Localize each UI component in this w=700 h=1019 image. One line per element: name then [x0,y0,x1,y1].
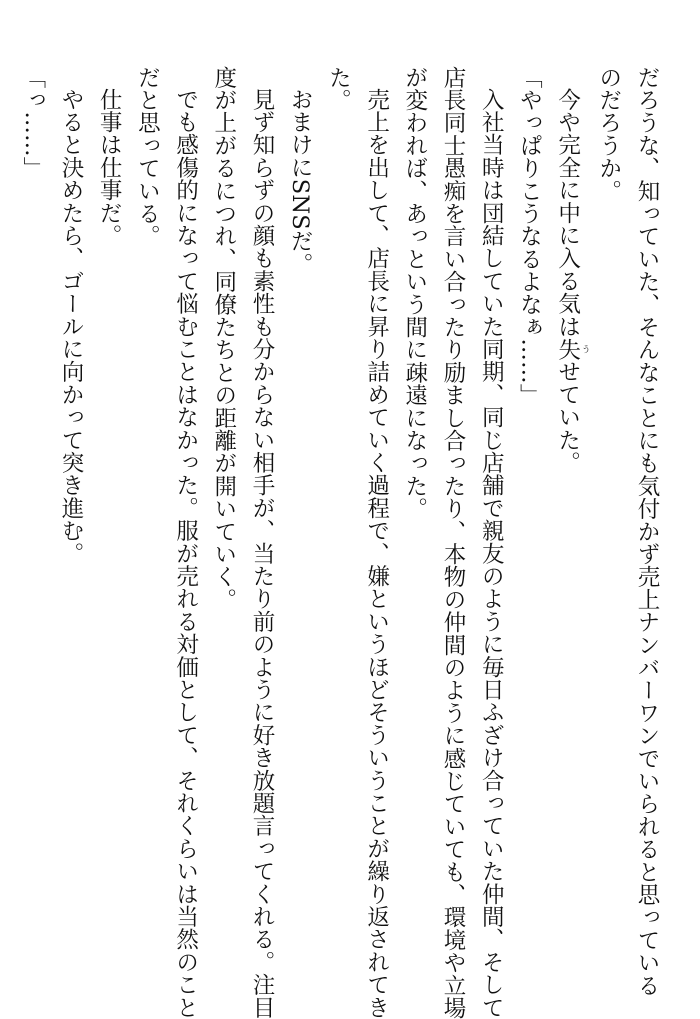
text-line-9: た。 [325,66,352,112]
ruby-reading: う [579,337,590,361]
text-line-3-before: 今や完全に中に入る気は [554,88,581,338]
text-line-8: 売上を出して、店長に昇り詰めていく過程で、嫌というほどそういうことが繰り返されてき [363,88,390,1019]
text-line-15: 仕事は仕事だ。 [96,88,123,247]
vertical-text-body [14,66,666,1019]
ruby-annotation [554,337,590,361]
text-line-14: だと思っている。 [134,66,161,248]
text-line-16: やると決めたら、ゴールに向かって突き進む。 [57,88,84,565]
text-line-11: 見ず知らずの顔も素性も分からない相手が、当たり前のように好き放題言ってくれる。注目 [248,88,275,1019]
text-line-3 [548,66,589,966]
text-line-4: 「やっぱりこうなるよなぁ……」 [516,66,543,407]
text-line-7: が変われば、あっという間に疎遠になった。 [401,66,428,520]
text-line-13: でも感傷的になって悩むことはなかった。服が売れる対価として、それくらいは当然のこと [172,88,199,1019]
ruby-base: 失 [554,337,581,361]
text-line-5: 入社当時は団結していた同期、同じ店舗で親友のように毎日ふざけ合っていた仲間、そして [478,88,505,1019]
text-line-10: おまけにSNSだ。 [287,88,314,276]
text-line-3-after: せていた。 [554,360,581,474]
text-line-1: だろうな、知っていた、そんなことにも気付かず売上ナンバーワンでいられると思っている [634,66,660,997]
text-line-12: 度が上がるにつれ、同僚たちとの距離が開いていく。 [210,66,237,611]
text-line-6: 店長同士愚痴を言い合ったり励まし合ったり、本物の仲間のように感じていても、環境や立場 [439,66,466,1019]
text-line-2: のだろうか。 [595,66,622,203]
text-line-17: 「っ……」 [19,66,46,180]
